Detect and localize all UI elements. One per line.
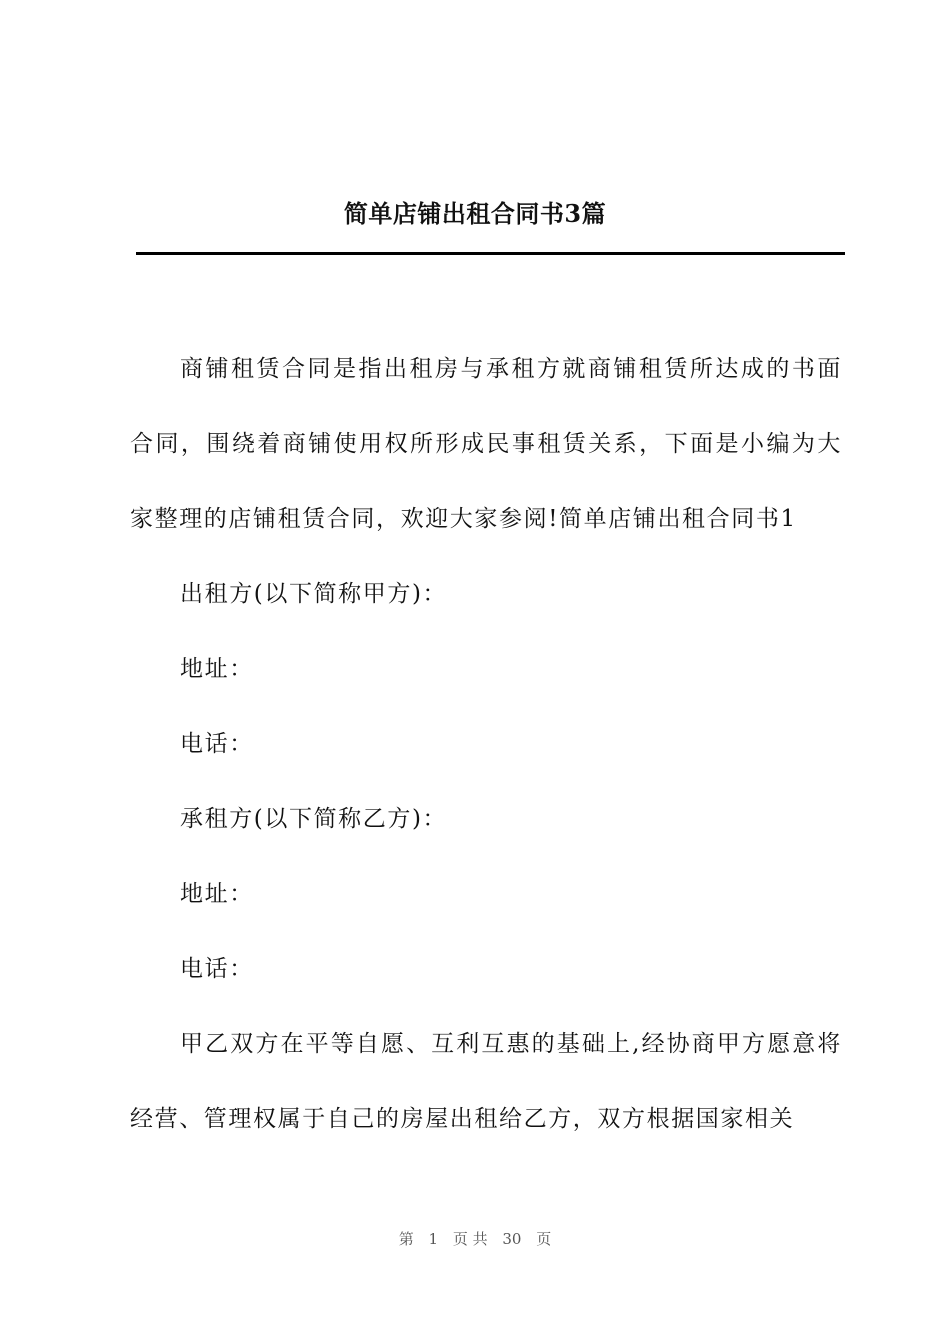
lessor-phone-line: 电话： [180, 731, 254, 757]
lessee-phone-line: 电话： [180, 956, 254, 982]
agreement-paragraph: 甲乙双方在平等自愿、互利互惠的基础上,经协商甲方愿意将经营、管理权属于自己的房屋出租给乙方，双方根据国家相关 [130, 1031, 842, 1132]
footer-total-pages: 30 [502, 1230, 522, 1248]
intro-paragraph: 商铺租赁合同是指出租房与承租方就商铺租赁所达成的书面合同，围绕着商铺使用权所形成民事租赁关系，下面是小编为大家整理的店铺租赁合同，欢迎大家参阅!简单店铺出租合同书1 [130, 356, 842, 532]
footer-prefix: 第 [398, 1230, 414, 1248]
lessee-line: 承租方(以下简称乙方)： [180, 806, 448, 832]
title-divider [136, 252, 845, 255]
footer-mid: 页 共 [452, 1230, 488, 1248]
page-title: 简单店铺出租合同书3篇 [343, 199, 607, 228]
footer-suffix: 页 [536, 1230, 552, 1248]
lessor-address-line: 地址： [180, 656, 254, 682]
lessor-line: 出租方(以下简称甲方)： [180, 581, 448, 607]
document-body [130, 332, 842, 1157]
lessee-address-line: 地址： [180, 881, 254, 907]
page-footer [0, 1228, 950, 1250]
footer-page-number: 1 [428, 1230, 439, 1248]
